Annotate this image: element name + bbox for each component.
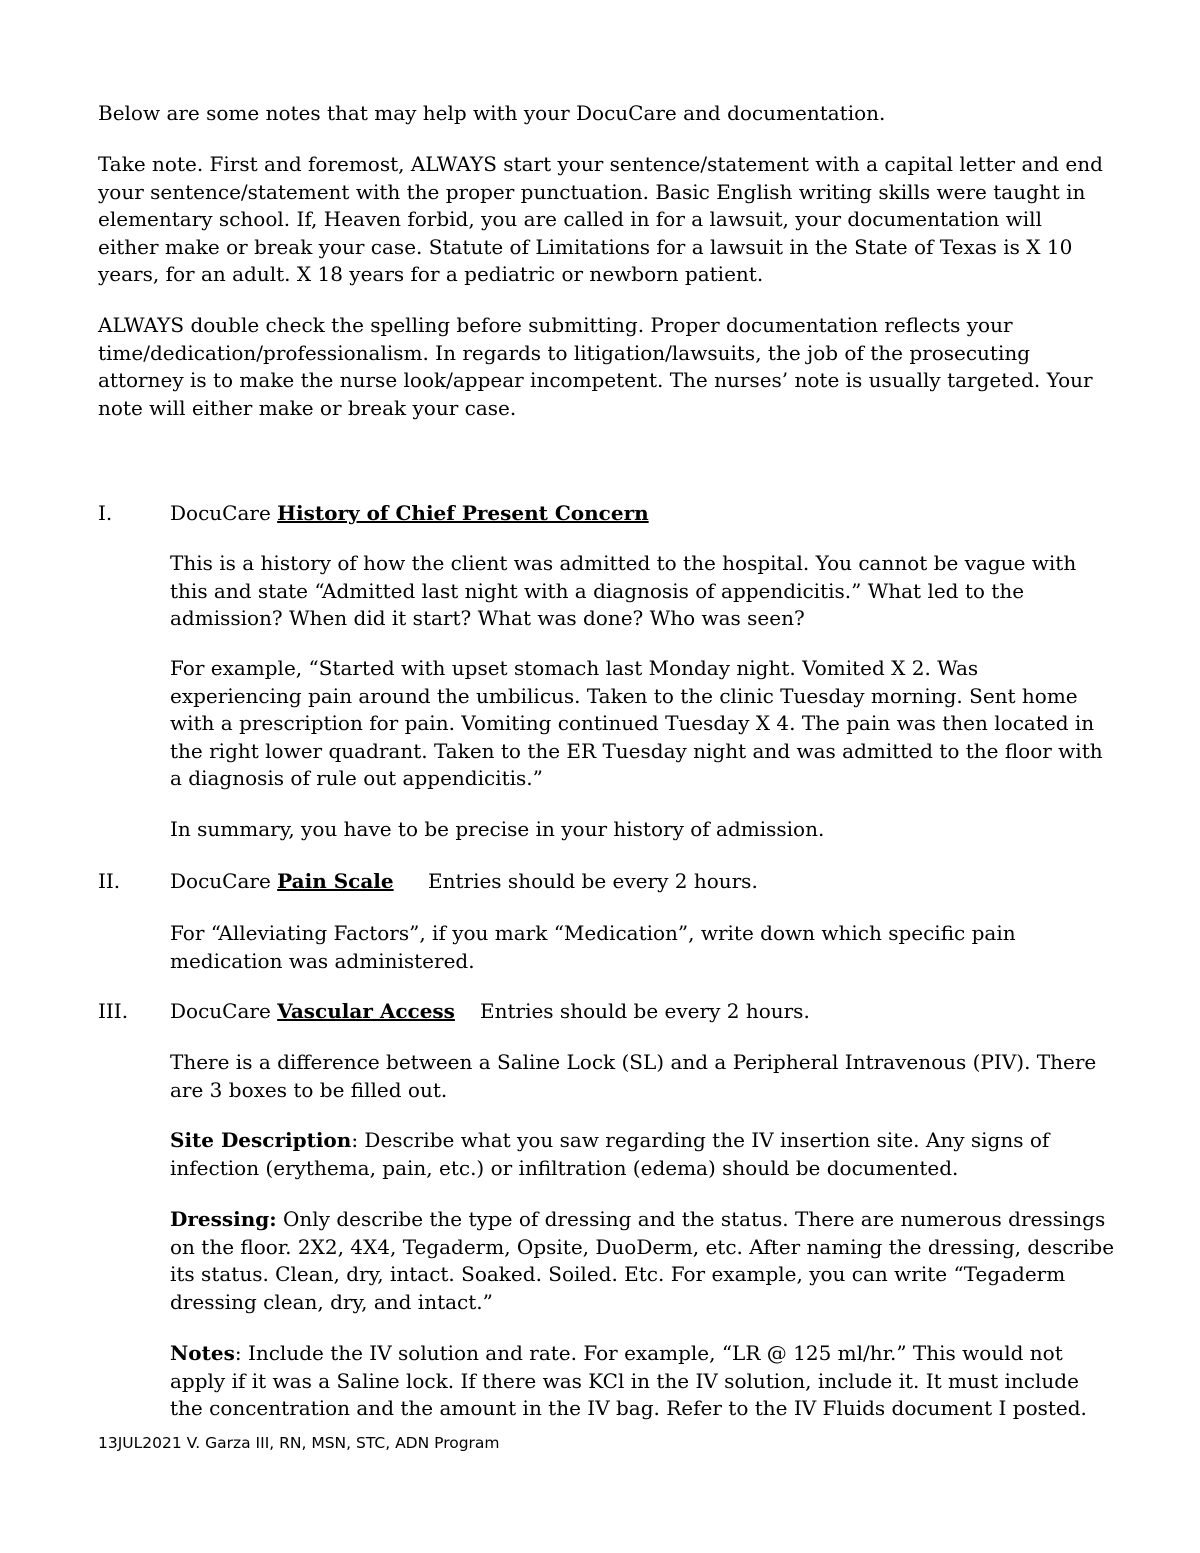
section-1-numeral: I. [98,501,113,525]
intro-paragraph: Below are some notes that may help with your DocuCare and documentation. [98,101,886,125]
section-3-note: Entries should be every 2 hours. [480,999,810,1023]
site-description-paragraph [170,1127,1115,1182]
site-description-label: Site Description [170,1128,352,1152]
section-2-numeral: II. [98,869,121,893]
section-3-heading [98,998,948,1026]
section-1-paragraph-3: In summary, you have to be precise in your history of admission. [170,817,825,841]
section-3-paragraph-1: There is a difference between a Saline Lock (SL) and a Peripheral Intravenous (PIV). There are 3 boxes to be filled out. [170,1050,1097,1102]
dressing-paragraph [170,1206,1115,1316]
take-note-paragraph: Take note. First and foremost, ALWAYS start your sentence/statement with a capital letter and end your sentence/statement with the proper punctuation. Basic English writing skills were taught in elementary school. If, Heaven forbid, you are called in for a lawsuit, your documentation will either make or break your case. Statute of Limitations for a lawsuit in the State of Texas is X 10 years, for an adult. X 18 years for a pediatric or newborn patient. [98,152,1103,286]
section-3-title: Vascular Access [277,999,455,1023]
section-2-title: Pain Scale [277,869,394,893]
page-footer: 13JUL2021 V. Garza III, RN, MSN, STC, ADN Program [98,1434,500,1452]
section-1-title: History of Chief Present Concern [277,501,649,525]
section-3-prefix: DocuCare [170,999,278,1023]
section-1-heading [98,500,798,528]
notes-paragraph [170,1340,1115,1423]
section-2-note: Entries should be every 2 hours. [428,869,758,893]
section-1-paragraph-2: For example, “Started with upset stomach last Monday night. Vomited X 2. Was experiencing pain around the umbilicus. Taken to the clinic Tuesday morning. Sent home with a prescription for pain. Vomiting continued Tuesday X 4. The pain was then located in the right lower quadrant. Taken to the ER Tuesday night and was admitted to the floor with a diagnosis of rule out appendicitis.” [170,656,1103,790]
notes-label: Notes [170,1341,235,1365]
site-description-text: : Describe what you saw regarding the IV insertion site. Any signs of infection (erythema, pain, etc.) or infiltration (edema) should be documented. [170,1128,1050,1180]
notes-text: : Include the IV solution and rate. For example, “LR @ 125 ml/hr.” This would not apply if it was a Saline lock. If there was KCl in the IV solution, include it. It must include the concentration and the amount in the IV bag. Refer to the IV Fluids document I posted. [170,1341,1087,1420]
dressing-label: Dressing: [170,1207,277,1231]
always-check-paragraph: ALWAYS double check the spelling before submitting. Proper documentation reflects your time/dedication/professionalism. In regards to litigation/lawsuits, the job of the prosecuting attorney is to make the nurse look/appear incompetent. The nurses’ note is usually targeted. Your note will either make or break your case. [98,313,1093,420]
dressing-text: Only describe the type of dressing and the status. There are numerous dressings on the floor. 2X2, 4X4, Tegaderm, Opsite, DuoDerm, etc. After naming the dressing, describe its status. Clean, dry, intact. Soaked. Soiled. Etc. For example, you can write “Tegaderm dressing clean, dry, and intact.” [170,1207,1115,1314]
section-1-paragraph-1: This is a history of how the client was admitted to the hospital. You cannot be vague with this and state “Admitted last night with a diagnosis of appendicitis.” What led to the admission? When did it start? What was done? Who was seen? [170,551,1077,630]
section-3-numeral: III. [98,999,129,1023]
section-2-paragraph-1: For “Alleviating Factors”, if you mark “Medication”, write down which specific pain medication was administered. [170,921,1016,973]
section-1-prefix: DocuCare [170,501,278,525]
section-2-heading [98,868,898,896]
section-2-prefix: DocuCare [170,869,278,893]
